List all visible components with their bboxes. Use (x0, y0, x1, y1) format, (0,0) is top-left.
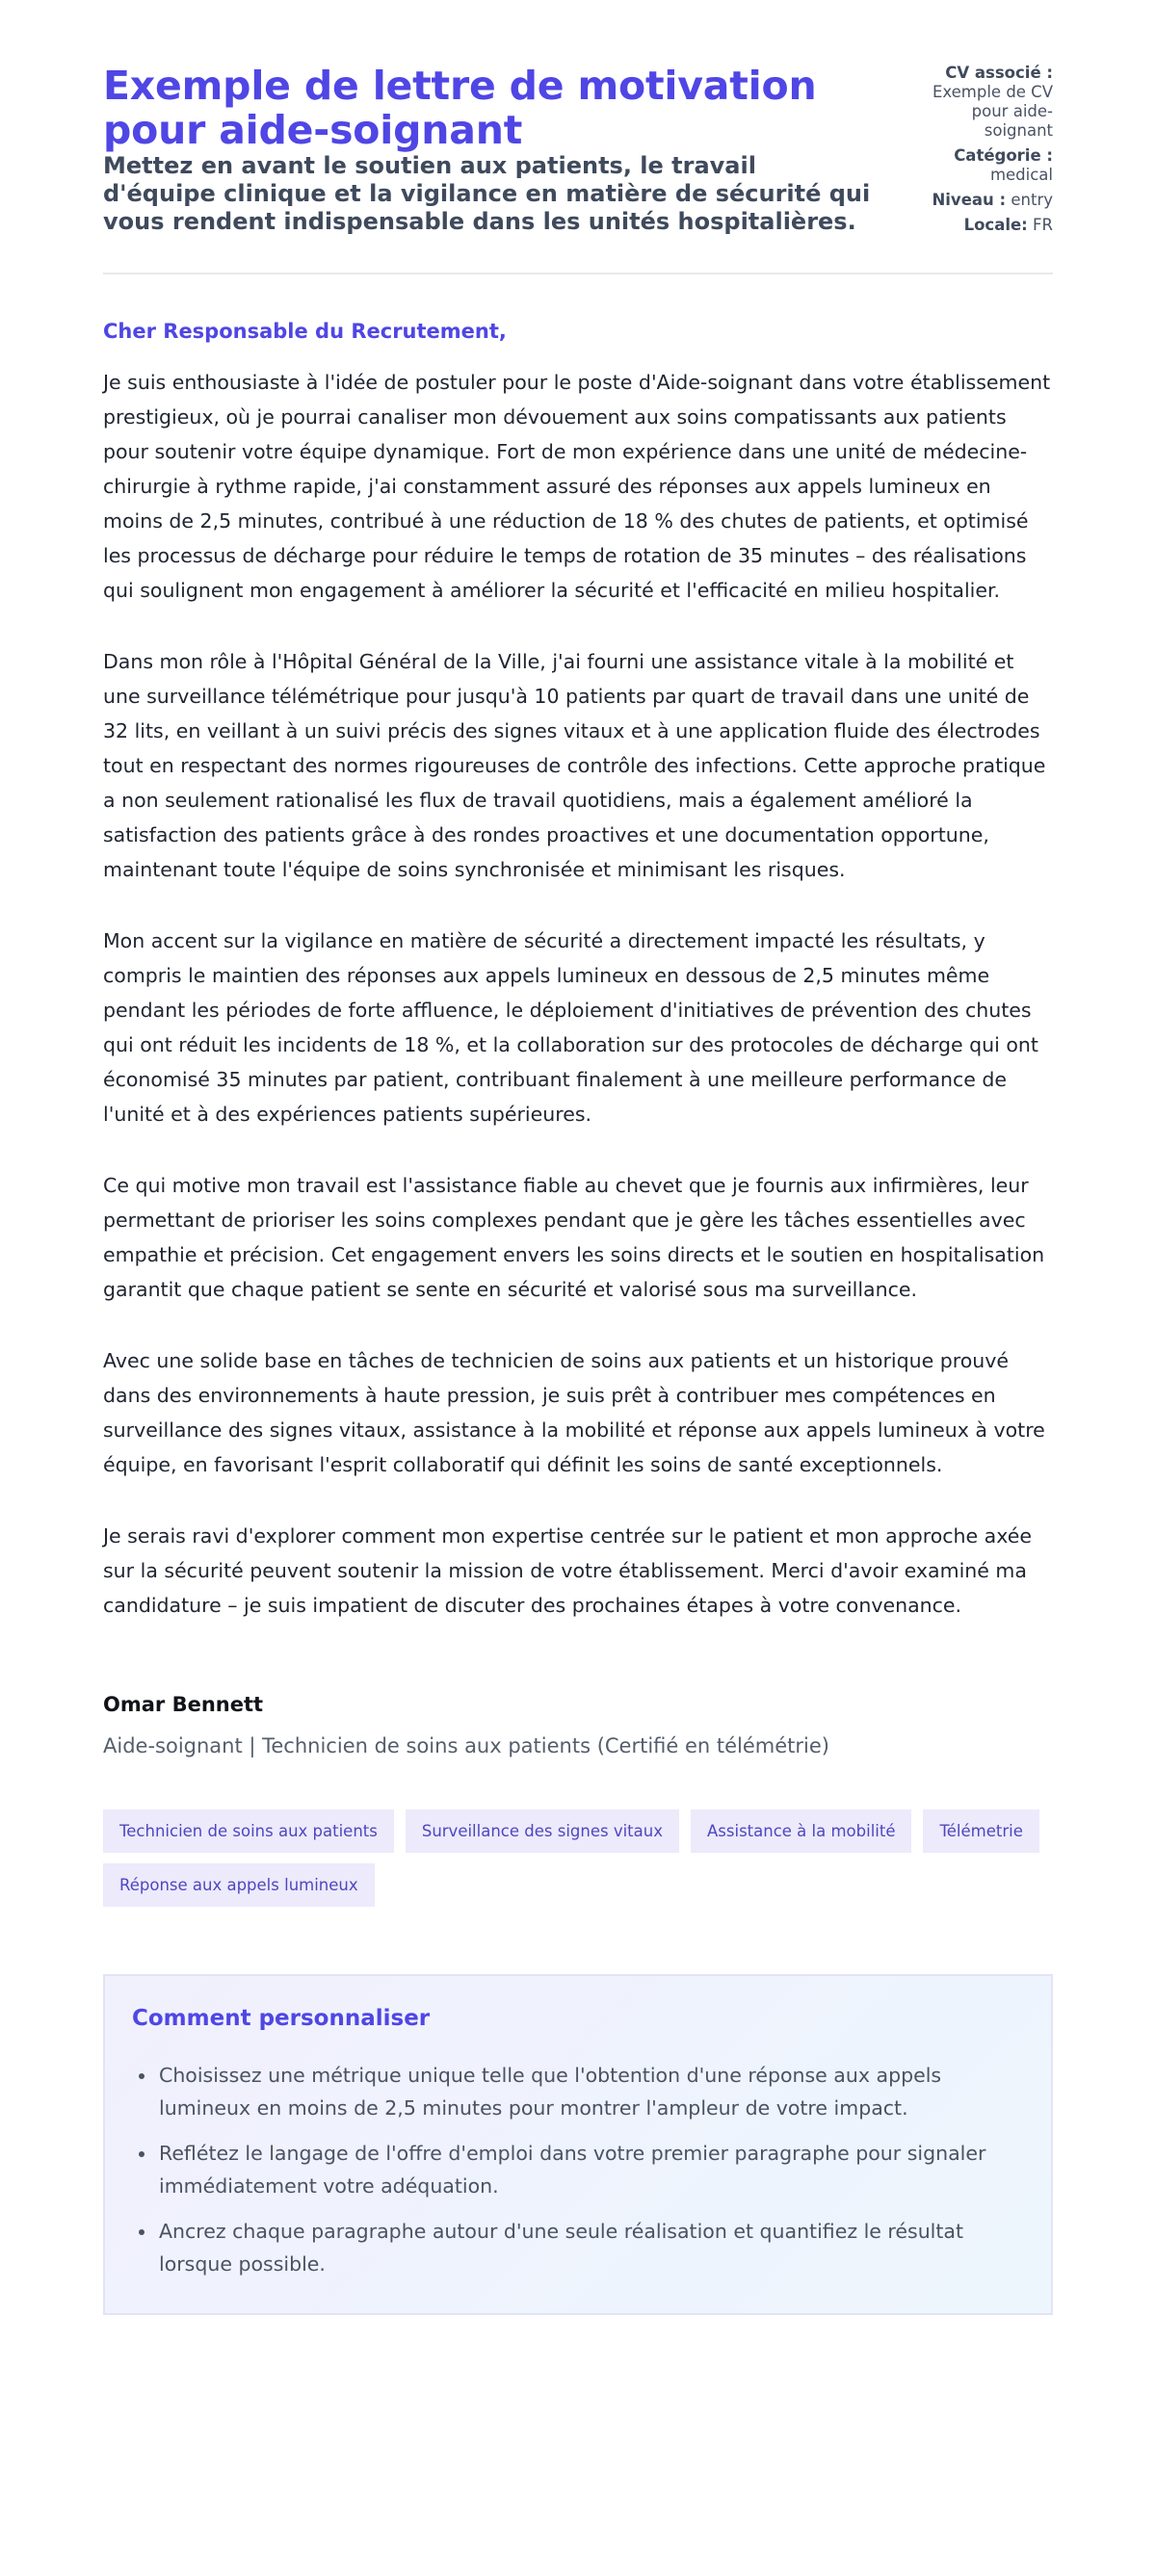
meta-related-cv (908, 64, 1053, 141)
letter-greeting: Cher Responsable du Recrutement, (103, 320, 507, 343)
header-divider (103, 273, 1053, 274)
tip-item: • Ancrez chaque paragraphe autour d'une seule réalisation et quantifiez le résultat lorsque possible. (157, 2215, 1024, 2280)
skill-tag: Assistance à la mobilité (691, 1809, 911, 1853)
signature-block (103, 1692, 1053, 1759)
tips-list (132, 2059, 1024, 2280)
signature-name: Omar Bennett (103, 1693, 264, 1716)
tips-title: Comment personnaliser (132, 2006, 431, 2031)
header-titles (103, 64, 874, 236)
letter-paragraph: Je serais ravi d'explorer comment mon expertise centrée sur le patient et mon approche axée sur la sécurité peuvent soutenir la mission de votre établissement. Merci d'avoir examiné ma candidature – je suis impatient de discuter des prochaines étapes à votre convenance. (103, 1524, 1032, 1617)
meta-locale (908, 216, 1053, 235)
letter-paragraph: Avec une solide base en tâches de technicien de soins aux patients et un historique prouvé dans des environnements à haute pression, je suis prêt à contribuer mes compétences en surveillance des signes vitaux, assistance à la mobilité et réponse aux appels lumineux à votre équipe, en favorisant l'esprit collaboratif qui définit les soins de santé exceptionnels. (103, 1349, 1045, 1476)
meta-level (908, 191, 1053, 210)
tip-item: • Choisissez une métrique unique telle que l'obtention d'une réponse aux appels lumineux en moins de 2,5 minutes pour montrer l'ampleur de votre impact. (157, 2059, 1024, 2124)
meta-locale-value: FR (1033, 216, 1053, 234)
letter-paragraph: Dans mon rôle à l'Hôpital Général de la Ville, j'ai fourni une assistance vitale à la mobilité et une surveillance télémétrique pour jusqu'à 10 patients par quart de travail dans une unité de 32 lits, en veillant à un suivi précis des signes vitaux et à une application fluide des électrodes tout en respectant des normes rigoureuses de contrôle des infections. Cette approche pratique a non seulement rationalisé les flux de travail quotidiens, mais a également amélioré la satisfaction des patients grâce à des rondes proactives et une documentation opportune, maintenant toute l'équipe de soins synchronisée et minimisant les risques. (103, 650, 1046, 881)
skill-tags (103, 1809, 1053, 1907)
meta-level-value: entry (1011, 191, 1053, 209)
signature-title: Aide-soignant | Technicien de soins aux patients (Certifié en télémétrie) (103, 1734, 830, 1757)
letter-paragraph: Je suis enthousiaste à l'idée de postuler pour le poste d'Aide-soignant dans votre établissement prestigieux, où je pourrai canaliser mon dévouement aux soins compatissants aux patients pour soutenir votre équipe dynamique. Fort de mon expérience dans une unité de médecine-chirurgie à rythme rapide, j'ai constamment assuré des réponses aux appels lumineux en moins de 2,5 minutes, contribué à une réduction de 18 % des chutes de patients, et optimisé les processus de décharge pour réduire le temps de rotation de 35 minutes – des réalisations qui soulignent mon engagement à améliorer la sécurité et l'efficacité en milieu hospitalier. (103, 371, 1051, 602)
meta-category-value: medical (989, 166, 1053, 184)
skill-tag: Surveillance des signes vitaux (406, 1809, 679, 1853)
letter-paragraph: Ce qui motive mon travail est l'assistance fiable au chevet que je fournis aux infirmières, leur permettant de prioriser les soins complexes pendant que je gère les tâches essentielles avec empathie et précision. Cet engagement envers les soins directs et le soutien en hospitalisation garantit que chaque patient se sente en sécurité et valorisé sous ma surveillance. (103, 1174, 1045, 1301)
customization-tips (103, 1974, 1053, 2315)
page-header (103, 64, 1053, 241)
skill-tag: Télémetrie (923, 1809, 1038, 1853)
meta-category (908, 146, 1053, 185)
meta-related-cv-label: CV associé : (945, 64, 1053, 82)
letter-body (103, 319, 1053, 1623)
meta-locale-label: Locale: (963, 216, 1028, 234)
page-subtitle: Mettez en avant le soutien aux patients, le travail d'équipe clinique et la vigilance en matière de sécurité qui vous rendent indispensable dans les unités hospitalières. (103, 152, 871, 235)
skill-tag: Technicien de soins aux patients (103, 1809, 394, 1853)
letter-paragraph: Mon accent sur la vigilance en matière de sécurité a directement impacté les résultats, y compris le maintien des réponses aux appels lumineux en dessous de 2,5 minutes même pendant les périodes de forte affluence, le déploiement d'initiatives de prévention des chutes qui ont réduit les incidents de 18 %, et la collaboration sur des protocoles de décharge qui ont économisé 35 minutes par patient, contribuant finalement à une meilleure performance de l'unité et à des expériences patients supérieures. (103, 929, 1038, 1126)
metadata-panel (908, 64, 1053, 241)
tip-item: • Reflétez le langage de l'offre d'emploi dans votre premier paragraphe pour signaler immédiatement votre adéquation. (157, 2137, 1024, 2202)
page-title: Exemple de lettre de motivation pour aide-soignant (103, 63, 817, 153)
skill-tag: Réponse aux appels lumineux (103, 1863, 375, 1907)
meta-level-label: Niveau : (932, 191, 1007, 209)
meta-category-label: Catégorie : (954, 146, 1053, 165)
meta-related-cv-value: Exemple de CV pour aide-soignant (932, 83, 1053, 140)
